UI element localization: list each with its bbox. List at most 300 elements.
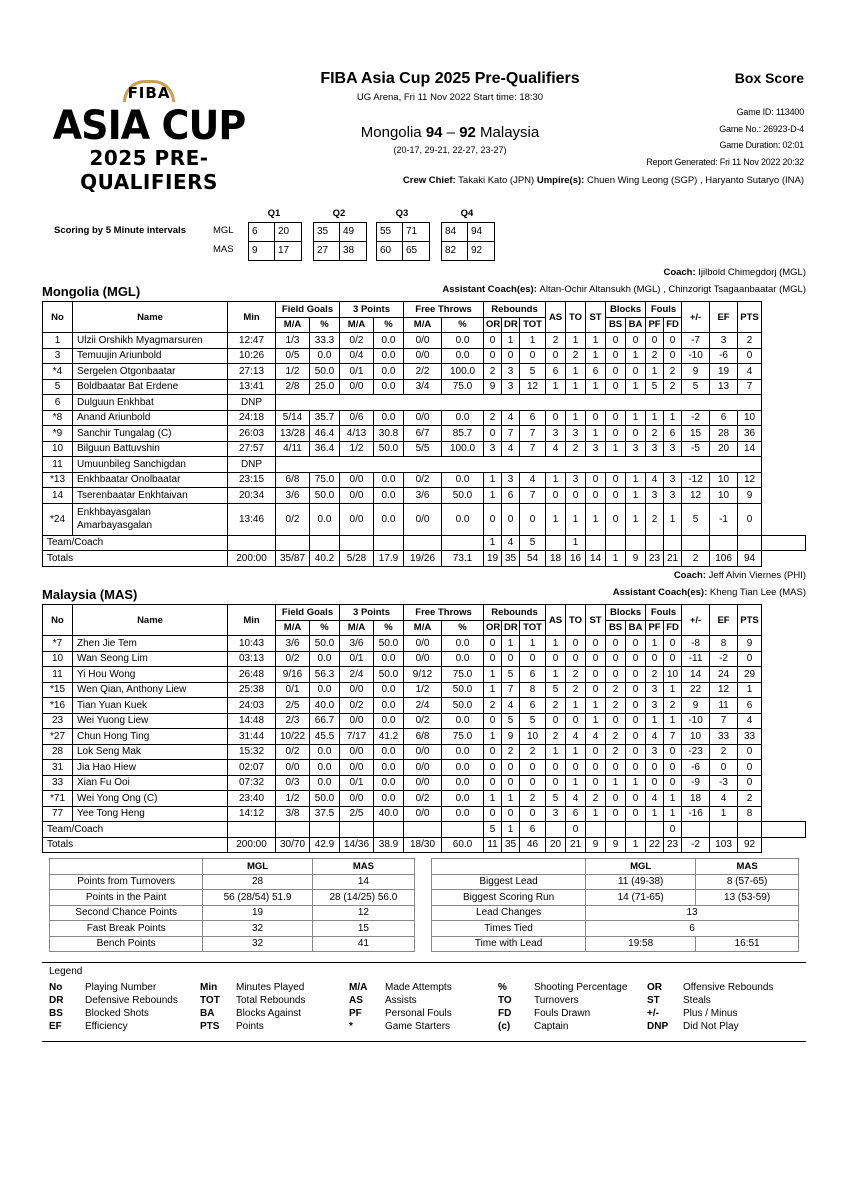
summary-value: 11 (49-38) xyxy=(586,874,696,890)
player-number: 1 xyxy=(43,333,73,349)
stat-cell: 1 xyxy=(484,472,502,488)
stat-cell: 0 xyxy=(626,651,646,667)
stat-cell: 1 xyxy=(626,503,646,535)
player-number: *15 xyxy=(43,682,73,698)
totals-cell: 200:00 xyxy=(228,551,276,567)
stat-cell: 36.4 xyxy=(310,441,340,457)
totals-cell: 16 xyxy=(566,551,586,567)
assistant-coach-names: Kheng Tian Lee (MAS) xyxy=(709,587,806,598)
legend-desc: Fouls Drawn xyxy=(534,1008,591,1019)
stat-cell: 0 xyxy=(520,775,546,791)
stat-cell: 3 xyxy=(646,682,664,698)
legend-desc: Points xyxy=(236,1021,264,1032)
coach-name: Ijilbold Chimegdorj (MGL) xyxy=(698,267,806,278)
away-team: Malaysia xyxy=(480,124,540,141)
stat-cell: 0 xyxy=(606,333,626,349)
stat-cell: 0/0 xyxy=(404,636,442,652)
summary-value: 28 xyxy=(203,874,313,890)
player-minutes: DNP xyxy=(228,457,276,473)
player-row xyxy=(43,744,806,760)
totals-cell: 14/36 xyxy=(340,837,374,853)
col-tot: TOT xyxy=(520,317,546,333)
stat-cell: 0/0 xyxy=(404,744,442,760)
stat-cell: 37.5 xyxy=(310,806,340,822)
stat-cell: 10 xyxy=(682,729,710,745)
stat-cell: 0 xyxy=(646,651,664,667)
stat-cell: 9 xyxy=(738,636,762,652)
legend-item xyxy=(49,1007,149,1020)
quarter-header: Q3 xyxy=(395,208,409,219)
summary-row xyxy=(50,905,415,921)
stat-cell: 24 xyxy=(710,667,738,683)
stat-cell: 14 xyxy=(738,441,762,457)
stat-cell: 20 xyxy=(710,441,738,457)
legend-abbr: EF xyxy=(49,1021,62,1032)
summary-label: Biggest Scoring Run xyxy=(432,890,586,906)
team-coach-line xyxy=(663,267,806,278)
stat-cell: 0/0 xyxy=(340,791,374,807)
stat-cell: 0.0 xyxy=(374,682,404,698)
summary-value: 6 xyxy=(586,921,799,937)
stat-cell: 0/0 xyxy=(340,744,374,760)
stat-cell: 0/0 xyxy=(404,348,442,364)
umpires-label: Umpire(s): xyxy=(536,175,585,186)
stat-cell: 3 xyxy=(502,364,520,380)
player-name: Xian Fu Ooi xyxy=(73,775,228,791)
stat-cell: 40.0 xyxy=(374,806,404,822)
assistant-coach-label: Assistant Coach(es): xyxy=(442,284,540,295)
legend-desc: Did Not Play xyxy=(683,1021,739,1032)
stat-cell: 0 xyxy=(502,806,520,822)
totals-cell: 19/26 xyxy=(404,551,442,567)
stat-cell: 1 xyxy=(738,682,762,698)
stat-cell: 5/14 xyxy=(276,410,310,426)
col-min: Min xyxy=(228,302,276,333)
col-ft-ma: M/A xyxy=(404,620,442,636)
stat-cell: 1/2 xyxy=(340,441,374,457)
stat-cell: 12:47 xyxy=(228,333,276,349)
stat-cell: 0/0 xyxy=(404,333,442,349)
stat-cell: 2 xyxy=(566,667,586,683)
player-name: Lok Seng Mak xyxy=(73,744,228,760)
totals-cell: 2 xyxy=(682,551,710,567)
stat-cell: 0 xyxy=(710,760,738,776)
stat-cell: 5 xyxy=(520,713,546,729)
totals-cell: 22 xyxy=(646,837,664,853)
stat-cell: 0.0 xyxy=(442,636,484,652)
stat-cell: 0 xyxy=(502,760,520,776)
stat-cell: 9 xyxy=(682,698,710,714)
stat-cell: 2 xyxy=(484,698,502,714)
five-min-value: 38 xyxy=(343,245,355,256)
stat-cell: 10 xyxy=(738,410,762,426)
legend-desc: Minutes Played xyxy=(236,982,305,993)
stat-cell: 0 xyxy=(664,822,682,838)
five-min-value: 65 xyxy=(406,245,418,256)
stat-cell: 0/2 xyxy=(404,713,442,729)
player-number: *24 xyxy=(43,503,73,535)
stat-cell: 3 xyxy=(646,698,664,714)
stat-cell: 1 xyxy=(586,698,606,714)
stat-cell: 1 xyxy=(546,379,566,395)
stat-cell xyxy=(710,535,738,551)
five-min-value: 35 xyxy=(314,223,340,241)
totals-cell: 92 xyxy=(738,837,762,853)
stat-cell: 2 xyxy=(586,791,606,807)
stat-cell: 1 xyxy=(484,682,502,698)
stat-cell: 1 xyxy=(566,744,586,760)
stat-cell: 0/3 xyxy=(276,775,310,791)
crew-chief-label: Crew Chief: xyxy=(402,175,456,186)
col-3-points: 3 Points xyxy=(340,302,404,318)
stat-cell: 4 xyxy=(566,791,586,807)
stat-cell: 27:57 xyxy=(228,441,276,457)
stat-cell: -2 xyxy=(682,410,710,426)
game-meta xyxy=(600,104,804,170)
legend-desc: Steals xyxy=(683,995,711,1006)
stat-cell: 0/0 xyxy=(404,503,442,535)
summary-team-header: MGL xyxy=(586,859,696,875)
stat-cell: 50.0 xyxy=(374,667,404,683)
col-ba: BA xyxy=(626,317,646,333)
totals-cell: 18 xyxy=(546,551,566,567)
stat-cell xyxy=(586,535,606,551)
legend-desc: Made Attempts xyxy=(385,982,452,993)
quarter-header: Q4 xyxy=(460,208,474,219)
stat-cell: -7 xyxy=(682,333,710,349)
stat-cell: 0 xyxy=(626,791,646,807)
stat-cell: 0 xyxy=(626,698,646,714)
player-name: Tserenbaatar Enkhtaivan xyxy=(73,488,228,504)
stat-cell: 2 xyxy=(566,682,586,698)
player-row xyxy=(43,760,806,776)
totals-label: Totals xyxy=(43,551,228,567)
col-field-goals: Field Goals xyxy=(276,605,340,621)
stat-cell: 6 xyxy=(566,806,586,822)
totals-cell: 94 xyxy=(738,551,762,567)
legend-abbr: * xyxy=(349,1021,353,1032)
stat-cell: 4 xyxy=(646,472,664,488)
legend-abbr: M/A xyxy=(349,982,368,993)
legend-abbr: ST xyxy=(647,995,660,1006)
stat-cell: 2 xyxy=(606,698,626,714)
player-number: *13 xyxy=(43,472,73,488)
stat-cell: 0 xyxy=(586,744,606,760)
player-row xyxy=(43,791,806,807)
totals-cell: 21 xyxy=(566,837,586,853)
stat-cell: 6 xyxy=(586,364,606,380)
totals-cell: 40.2 xyxy=(310,551,340,567)
stat-cell xyxy=(626,535,646,551)
col-no: No xyxy=(43,605,73,636)
legend-abbr: No xyxy=(49,982,63,993)
stat-cell: 5 xyxy=(502,713,520,729)
summary-label: Second Chance Points xyxy=(50,905,203,921)
stat-cell: 0 xyxy=(626,729,646,745)
summary-value: 14 (71-65) xyxy=(586,890,696,906)
totals-cell: 38.9 xyxy=(374,837,404,853)
stat-cell: 0.0 xyxy=(442,503,484,535)
stat-cell xyxy=(228,822,276,838)
stat-cell: 0 xyxy=(484,333,502,349)
stat-cell: -1 xyxy=(710,503,738,535)
totals-cell: 9 xyxy=(586,837,606,853)
summary-value: 12 xyxy=(312,905,414,921)
stat-cell: -2 xyxy=(710,651,738,667)
player-row xyxy=(43,667,806,683)
stat-cell: 0 xyxy=(738,760,762,776)
stat-cell xyxy=(664,535,682,551)
stat-cell: 0 xyxy=(502,651,520,667)
score-dash: – xyxy=(446,124,456,141)
stat-cell: 50.0 xyxy=(374,636,404,652)
summary-value: 28 (14/25) 56.0 xyxy=(312,890,414,906)
stat-cell: 50.0 xyxy=(374,441,404,457)
stat-cell: 2 xyxy=(606,729,626,745)
stat-cell: 7 xyxy=(710,713,738,729)
stat-cell: 0 xyxy=(566,636,586,652)
stat-cell xyxy=(682,822,710,838)
player-number: 10 xyxy=(43,651,73,667)
stat-cell: 0 xyxy=(664,775,682,791)
stat-cell: 75.0 xyxy=(442,667,484,683)
crew-chief: Takaki Kato (JPN) xyxy=(458,175,535,186)
stat-cell: 0 xyxy=(586,472,606,488)
away-score: 92 xyxy=(459,124,476,141)
stat-cell: 33 xyxy=(710,729,738,745)
stat-cell: 0 xyxy=(626,682,646,698)
stat-cell: 2 xyxy=(738,333,762,349)
player-row xyxy=(43,682,806,698)
summary-value: 13 (53-59) xyxy=(696,890,799,906)
player-name: Bilguun Battuvshin xyxy=(73,441,228,457)
stat-cell: 0 xyxy=(586,667,606,683)
stat-cell: 1 xyxy=(566,333,586,349)
team-coach-line xyxy=(674,570,806,581)
legend-abbr: (c) xyxy=(498,1021,511,1032)
stat-cell: 0 xyxy=(566,760,586,776)
stat-cell: 0/1 xyxy=(276,682,310,698)
stat-cell: 4 xyxy=(520,472,546,488)
summary-value: 16:51 xyxy=(696,936,799,952)
summary-value: 8 (57-65) xyxy=(696,874,799,890)
stat-cell: 3 xyxy=(484,441,502,457)
stat-cell: 33 xyxy=(738,729,762,745)
stat-cell: 0 xyxy=(606,791,626,807)
player-row xyxy=(43,698,806,714)
col-ft-pct: % xyxy=(442,317,484,333)
five-min-value: 84 xyxy=(442,223,468,241)
five-min-value: 17 xyxy=(278,245,290,256)
stat-cell: 0 xyxy=(520,503,546,535)
stat-cell: 0.0 xyxy=(442,760,484,776)
five-min-box xyxy=(376,241,430,261)
col-ba: BA xyxy=(626,620,646,636)
legend-item xyxy=(498,981,627,994)
col-ft-pct: % xyxy=(442,620,484,636)
stat-cell: 18 xyxy=(682,791,710,807)
stat-cell: 2 xyxy=(546,333,566,349)
stat-cell: 0/0 xyxy=(404,760,442,776)
stat-cell: 1 xyxy=(520,636,546,652)
stat-cell: 0 xyxy=(626,636,646,652)
stat-cell xyxy=(646,822,664,838)
player-number: 10 xyxy=(43,441,73,457)
stat-cell: 3/6 xyxy=(276,488,310,504)
five-min-team-code: MGL xyxy=(213,225,234,236)
stat-cell: 1 xyxy=(484,729,502,745)
player-name: Wei Yuong Liew xyxy=(73,713,228,729)
stat-cell: 0 xyxy=(626,333,646,349)
stat-cell: 0 xyxy=(606,713,626,729)
stat-cell: 10/22 xyxy=(276,729,310,745)
stat-cell xyxy=(762,822,806,838)
stat-cell: 02:07 xyxy=(228,760,276,776)
stat-cell: 56.3 xyxy=(310,667,340,683)
stat-cell: 0 xyxy=(646,775,664,791)
stat-cell: 0/4 xyxy=(340,348,374,364)
stat-cell: -16 xyxy=(682,806,710,822)
stat-cell: 24:03 xyxy=(228,698,276,714)
stat-cell: 0 xyxy=(484,806,502,822)
stat-cell: 5 xyxy=(546,682,566,698)
stat-cell: 46.4 xyxy=(310,426,340,442)
legend-desc: Turnovers xyxy=(534,995,579,1006)
stat-cell: 0/2 xyxy=(340,698,374,714)
legend-desc: Game Starters xyxy=(385,1021,451,1032)
stat-cell: 0/2 xyxy=(276,744,310,760)
stat-cell: 0/0 xyxy=(340,488,374,504)
player-number: *27 xyxy=(43,729,73,745)
player-row xyxy=(43,775,806,791)
col-ef: EF xyxy=(710,605,738,636)
legend-item xyxy=(647,1020,739,1033)
legend-item xyxy=(647,1007,737,1020)
stat-cell: -6 xyxy=(682,760,710,776)
stat-cell: 0.0 xyxy=(442,806,484,822)
summary-label: Bench Points xyxy=(50,936,203,952)
totals-cell: 21 xyxy=(664,551,682,567)
stat-cell: 25.0 xyxy=(310,379,340,395)
legend-abbr: TOT xyxy=(200,995,220,1006)
stat-cell: 0 xyxy=(738,651,762,667)
col-fg-pct: % xyxy=(310,620,340,636)
player-row xyxy=(43,713,806,729)
stat-cell: 0 xyxy=(520,348,546,364)
stat-cell: 1 xyxy=(520,333,546,349)
stat-cell: 1 xyxy=(626,775,646,791)
stat-cell: 2 xyxy=(738,791,762,807)
stat-cell: 7 xyxy=(664,729,682,745)
stat-cell xyxy=(646,535,664,551)
stat-cell: 0 xyxy=(566,651,586,667)
stat-cell: 3/8 xyxy=(276,806,310,822)
player-row xyxy=(43,410,806,426)
col-ef: EF xyxy=(710,302,738,333)
team-coach-row xyxy=(43,535,806,551)
stat-cell: 0.0 xyxy=(374,379,404,395)
col-fg-ma: M/A xyxy=(276,317,310,333)
stat-cell: 1 xyxy=(546,503,566,535)
umpires: Chuen Wing Leong (SGP) , Haryanto Sutaryo (INA) xyxy=(586,175,804,186)
stat-cell: 10 xyxy=(710,472,738,488)
col-fouls: Fouls xyxy=(646,302,682,318)
stat-cell: 0/6 xyxy=(340,410,374,426)
legend-desc: Total Rebounds xyxy=(236,995,306,1006)
stat-cell: 0 xyxy=(664,636,682,652)
totals-cell: 9 xyxy=(626,551,646,567)
summary-row xyxy=(50,890,415,906)
stat-cell: 15 xyxy=(682,426,710,442)
stat-cell: 0/0 xyxy=(404,775,442,791)
five-min-value: 9 xyxy=(249,242,275,260)
logo-line1: ASIA CUP xyxy=(52,103,246,149)
stat-cell: 0.0 xyxy=(374,472,404,488)
totals-cell: 200:00 xyxy=(228,837,276,853)
stat-cell: 6 xyxy=(546,364,566,380)
stat-cell: 30.8 xyxy=(374,426,404,442)
stat-cell: 12 xyxy=(738,472,762,488)
player-name: Yee Tong Heng xyxy=(73,806,228,822)
legend-desc: Efficiency xyxy=(85,1021,128,1032)
stat-cell: 10 xyxy=(710,488,738,504)
stat-cell: 9 xyxy=(682,364,710,380)
team-coach-label: Team/Coach xyxy=(43,822,228,838)
player-number: *16 xyxy=(43,698,73,714)
stat-cell: 0 xyxy=(502,348,520,364)
player-number: 6 xyxy=(43,395,73,411)
col-3p-pct: % xyxy=(374,620,404,636)
col-blocks: Blocks xyxy=(606,605,646,621)
totals-cell: 42.9 xyxy=(310,837,340,853)
stat-cell xyxy=(546,822,566,838)
stat-cell: 5 xyxy=(682,379,710,395)
stat-cell: 75.0 xyxy=(442,379,484,395)
stat-cell xyxy=(606,822,626,838)
summary-label: Time with Lead xyxy=(432,936,586,952)
venue-line: UG Arena, Fri 11 Nov 2022 Start time: 18:30 xyxy=(356,92,544,103)
legend-item xyxy=(349,1020,450,1033)
legend-item xyxy=(200,1020,264,1033)
stat-cell: 10 xyxy=(520,729,546,745)
player-row xyxy=(43,472,806,488)
summary-value: 41 xyxy=(312,936,414,952)
stat-cell: 4 xyxy=(502,698,520,714)
stat-cell: 2 xyxy=(646,667,664,683)
stat-cell: 27:13 xyxy=(228,364,276,380)
stat-cell: 0 xyxy=(586,488,606,504)
stat-cell: 13 xyxy=(710,379,738,395)
player-name: Wen Qian, Anthony Liew xyxy=(73,682,228,698)
stat-cell: 0.0 xyxy=(374,348,404,364)
player-row xyxy=(43,379,806,395)
stat-cell: 0/0 xyxy=(340,682,374,698)
totals-cell: 35/87 xyxy=(276,551,310,567)
stat-cell: 0/2 xyxy=(404,472,442,488)
stat-cell: 0.0 xyxy=(374,488,404,504)
stat-cell: 0 xyxy=(626,667,646,683)
totals-cell: 103 xyxy=(710,837,738,853)
stat-cell: 0.0 xyxy=(374,791,404,807)
stat-cell: 15:32 xyxy=(228,744,276,760)
stat-cell: 2 xyxy=(520,744,546,760)
stat-cell: 1 xyxy=(664,682,682,698)
player-number: 11 xyxy=(43,457,73,473)
player-row xyxy=(43,729,806,745)
stat-cell: 45.5 xyxy=(310,729,340,745)
col-as: AS xyxy=(546,302,566,333)
stat-cell: 0 xyxy=(738,348,762,364)
